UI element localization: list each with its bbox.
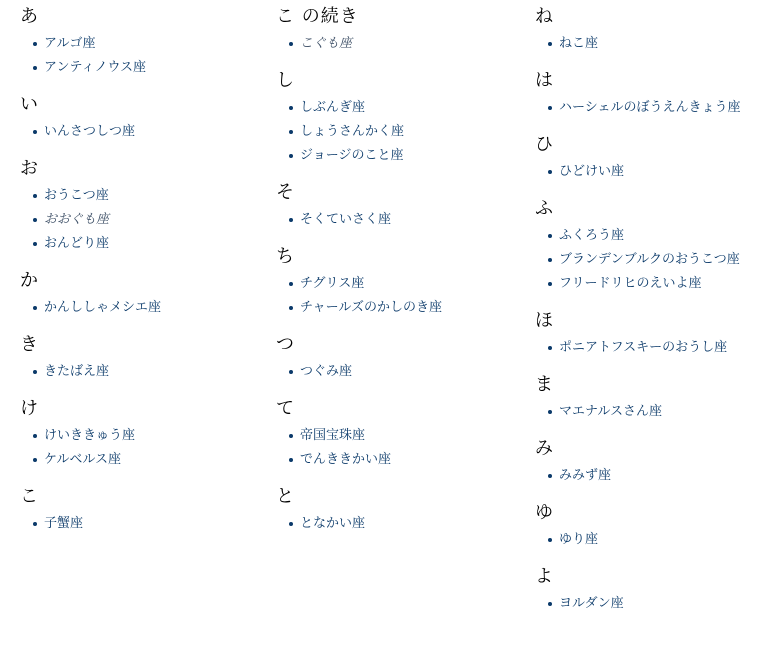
bullet-icon [33, 194, 37, 198]
constellation-list [535, 36, 770, 52]
list-item [286, 212, 521, 228]
bullet-icon [33, 130, 37, 134]
bullet-icon [289, 130, 293, 134]
constellation-list [535, 532, 770, 548]
section-heading: ほ [535, 310, 554, 331]
bullet-icon [548, 42, 552, 46]
letter-section [20, 334, 260, 392]
list-item [286, 364, 521, 380]
list-item [30, 452, 260, 468]
constellation-link[interactable]: ジョージのこと座 [300, 148, 404, 163]
bullet-icon [548, 602, 552, 606]
section-heading: し [276, 70, 295, 91]
constellation-link[interactable]: ヨルダン座 [559, 596, 624, 611]
bullet-icon [548, 346, 552, 350]
letter-section [20, 270, 260, 328]
letter-section [535, 198, 770, 304]
letter-section [276, 246, 521, 328]
letter-section [276, 6, 521, 64]
list-item [286, 428, 521, 444]
list-item [545, 532, 770, 548]
constellation-link[interactable]: いんさつしつ座 [44, 124, 136, 139]
list-item [30, 36, 260, 52]
letter-section [535, 6, 770, 64]
bullet-icon [289, 370, 293, 374]
bullet-icon [548, 282, 552, 286]
constellation-link[interactable]: ひどけい座 [559, 164, 625, 179]
letter-section [20, 486, 260, 544]
bullet-icon [33, 522, 37, 526]
section-heading: ひ [535, 134, 554, 155]
bullet-icon [548, 538, 552, 542]
constellation-link[interactable]: おうこつ座 [44, 188, 109, 203]
constellation-link[interactable]: おおぐも座 [44, 212, 110, 227]
constellation-link[interactable]: となかい座 [300, 516, 366, 531]
section-heading: ふ [535, 198, 554, 219]
list-item [545, 252, 770, 268]
constellation-link[interactable]: しょうさんかく座 [300, 124, 405, 139]
constellation-link[interactable]: しぶんぎ座 [300, 100, 366, 115]
constellation-list [20, 428, 260, 468]
list-item [545, 276, 770, 292]
constellation-link[interactable]: きたばえ座 [44, 364, 110, 379]
list-item [545, 340, 770, 356]
section-heading: け [20, 398, 39, 419]
letter-section [535, 134, 770, 192]
constellation-list [276, 364, 521, 380]
constellation-list [276, 100, 521, 164]
section-heading: て [276, 398, 295, 419]
constellation-link[interactable]: アンティノウス座 [44, 60, 147, 75]
section-heading: こ [20, 486, 39, 507]
section-heading: ま [535, 374, 554, 395]
constellation-link[interactable]: チャールズのかしのき座 [300, 300, 442, 315]
constellation-link[interactable]: おんどり座 [44, 236, 110, 251]
list-item [30, 188, 260, 204]
constellation-list [20, 364, 260, 380]
constellation-list [535, 468, 770, 484]
constellation-link[interactable]: アルゴ座 [44, 36, 96, 51]
bullet-icon [548, 106, 552, 110]
section-heading: ち [276, 246, 295, 267]
column-3 [535, 0, 770, 624]
bullet-icon [289, 42, 293, 46]
constellation-link[interactable]: ケルベルス座 [44, 452, 121, 467]
letter-section [535, 566, 770, 624]
constellation-link[interactable]: みみず座 [559, 468, 612, 483]
column-2 [276, 0, 521, 544]
constellation-list [535, 100, 770, 116]
section-heading: か [20, 270, 39, 291]
constellation-list [535, 164, 770, 180]
constellation-link[interactable]: ハーシェルのぼうえんきょう座 [559, 100, 741, 115]
list-item [286, 148, 521, 164]
constellation-list [535, 340, 770, 356]
bullet-icon [548, 474, 552, 478]
list-item [30, 124, 260, 140]
constellation-list [20, 124, 260, 140]
constellation-list [535, 404, 770, 420]
bullet-icon [33, 242, 37, 246]
constellation-list [276, 36, 521, 52]
bullet-icon [548, 170, 552, 174]
constellation-link[interactable]: ふくろう座 [559, 228, 625, 243]
letter-section [276, 334, 521, 392]
constellation-link[interactable]: けいききゅう座 [44, 428, 136, 443]
constellation-list [276, 212, 521, 228]
bullet-icon [33, 370, 37, 374]
list-item [30, 236, 260, 252]
letter-section [20, 94, 260, 152]
constellation-list [535, 596, 770, 612]
constellation-link[interactable]: そくていさく座 [300, 212, 392, 227]
list-item [30, 300, 260, 316]
section-heading: そ [276, 182, 295, 203]
list-item [286, 100, 521, 116]
constellation-link[interactable]: マエナルスさん座 [559, 404, 662, 419]
constellation-link[interactable]: 子蟹座 [44, 516, 84, 531]
constellation-link[interactable]: ブランデンブルクのおうこつ座 [559, 252, 740, 267]
list-item [286, 300, 521, 316]
list-item [545, 596, 770, 612]
bullet-icon [289, 218, 293, 222]
letter-section [535, 502, 770, 560]
bullet-icon [289, 458, 293, 462]
constellation-link[interactable]: こぐも座 [300, 36, 353, 51]
list-item [286, 516, 521, 532]
constellation-list [20, 300, 260, 316]
list-item [30, 516, 260, 532]
list-item [286, 36, 521, 52]
bullet-icon [33, 458, 37, 462]
section-heading: は [535, 70, 554, 91]
section-heading: お [20, 158, 39, 179]
list-item [286, 276, 521, 292]
section-heading: い [20, 94, 39, 115]
constellation-list [20, 36, 260, 76]
bullet-icon [548, 234, 552, 238]
list-item [30, 60, 260, 76]
list-item [286, 452, 521, 468]
letter-section [20, 158, 260, 264]
list-item [286, 124, 521, 140]
constellation-link[interactable]: チグリス座 [300, 276, 365, 291]
bullet-icon [289, 522, 293, 526]
letter-section [535, 70, 770, 128]
section-heading: あ [20, 6, 39, 27]
section-heading: と [276, 486, 295, 507]
constellation-list [20, 188, 260, 252]
letter-section [535, 438, 770, 496]
letter-section [276, 70, 521, 176]
constellation-link[interactable]: つぐみ座 [300, 364, 353, 379]
bullet-icon [33, 218, 37, 222]
bullet-icon [289, 154, 293, 158]
bullet-icon [289, 306, 293, 310]
list-item [545, 36, 770, 52]
list-item [30, 212, 260, 228]
letter-section [276, 182, 521, 240]
column-1 [20, 0, 260, 544]
constellation-link[interactable]: かんししゃメシエ座 [44, 300, 162, 315]
constellation-list [535, 228, 770, 292]
constellation-list [276, 516, 521, 532]
letter-section [20, 6, 260, 88]
list-item [545, 468, 770, 484]
list-item [30, 364, 260, 380]
bullet-icon [33, 42, 37, 46]
constellation-link[interactable]: ねこ座 [559, 36, 599, 51]
section-heading: み [535, 438, 554, 459]
section-heading: ね [535, 6, 554, 27]
letter-section [276, 486, 521, 544]
bullet-icon [289, 434, 293, 438]
list-item [545, 100, 770, 116]
letter-section [20, 398, 260, 480]
list-item [30, 428, 260, 444]
constellation-link[interactable]: 帝国宝珠座 [300, 428, 366, 443]
constellation-list [276, 276, 521, 316]
list-item [545, 404, 770, 420]
section-heading: よ [535, 566, 554, 587]
constellation-list [276, 428, 521, 468]
bullet-icon [548, 258, 552, 262]
bullet-icon [33, 434, 37, 438]
bullet-icon [289, 282, 293, 286]
bullet-icon [548, 410, 552, 414]
constellation-link[interactable]: でんききかい座 [300, 452, 392, 467]
list-item [545, 228, 770, 244]
section-heading: ゆ [535, 502, 554, 523]
bullet-icon [289, 106, 293, 110]
letter-section [535, 310, 770, 368]
letter-section [276, 398, 521, 480]
constellation-link[interactable]: ゆり座 [559, 532, 599, 547]
constellation-link[interactable]: フリードリヒのえいよ座 [559, 276, 702, 291]
section-heading: つ [276, 334, 295, 355]
bullet-icon [33, 306, 37, 310]
section-heading: き [20, 334, 39, 355]
list-item [545, 164, 770, 180]
section-heading: こ の続き [276, 6, 359, 27]
constellation-list [20, 516, 260, 532]
letter-section [535, 374, 770, 432]
bullet-icon [33, 66, 37, 70]
constellation-link[interactable]: ポニアトフスキーのおうし座 [559, 340, 728, 355]
